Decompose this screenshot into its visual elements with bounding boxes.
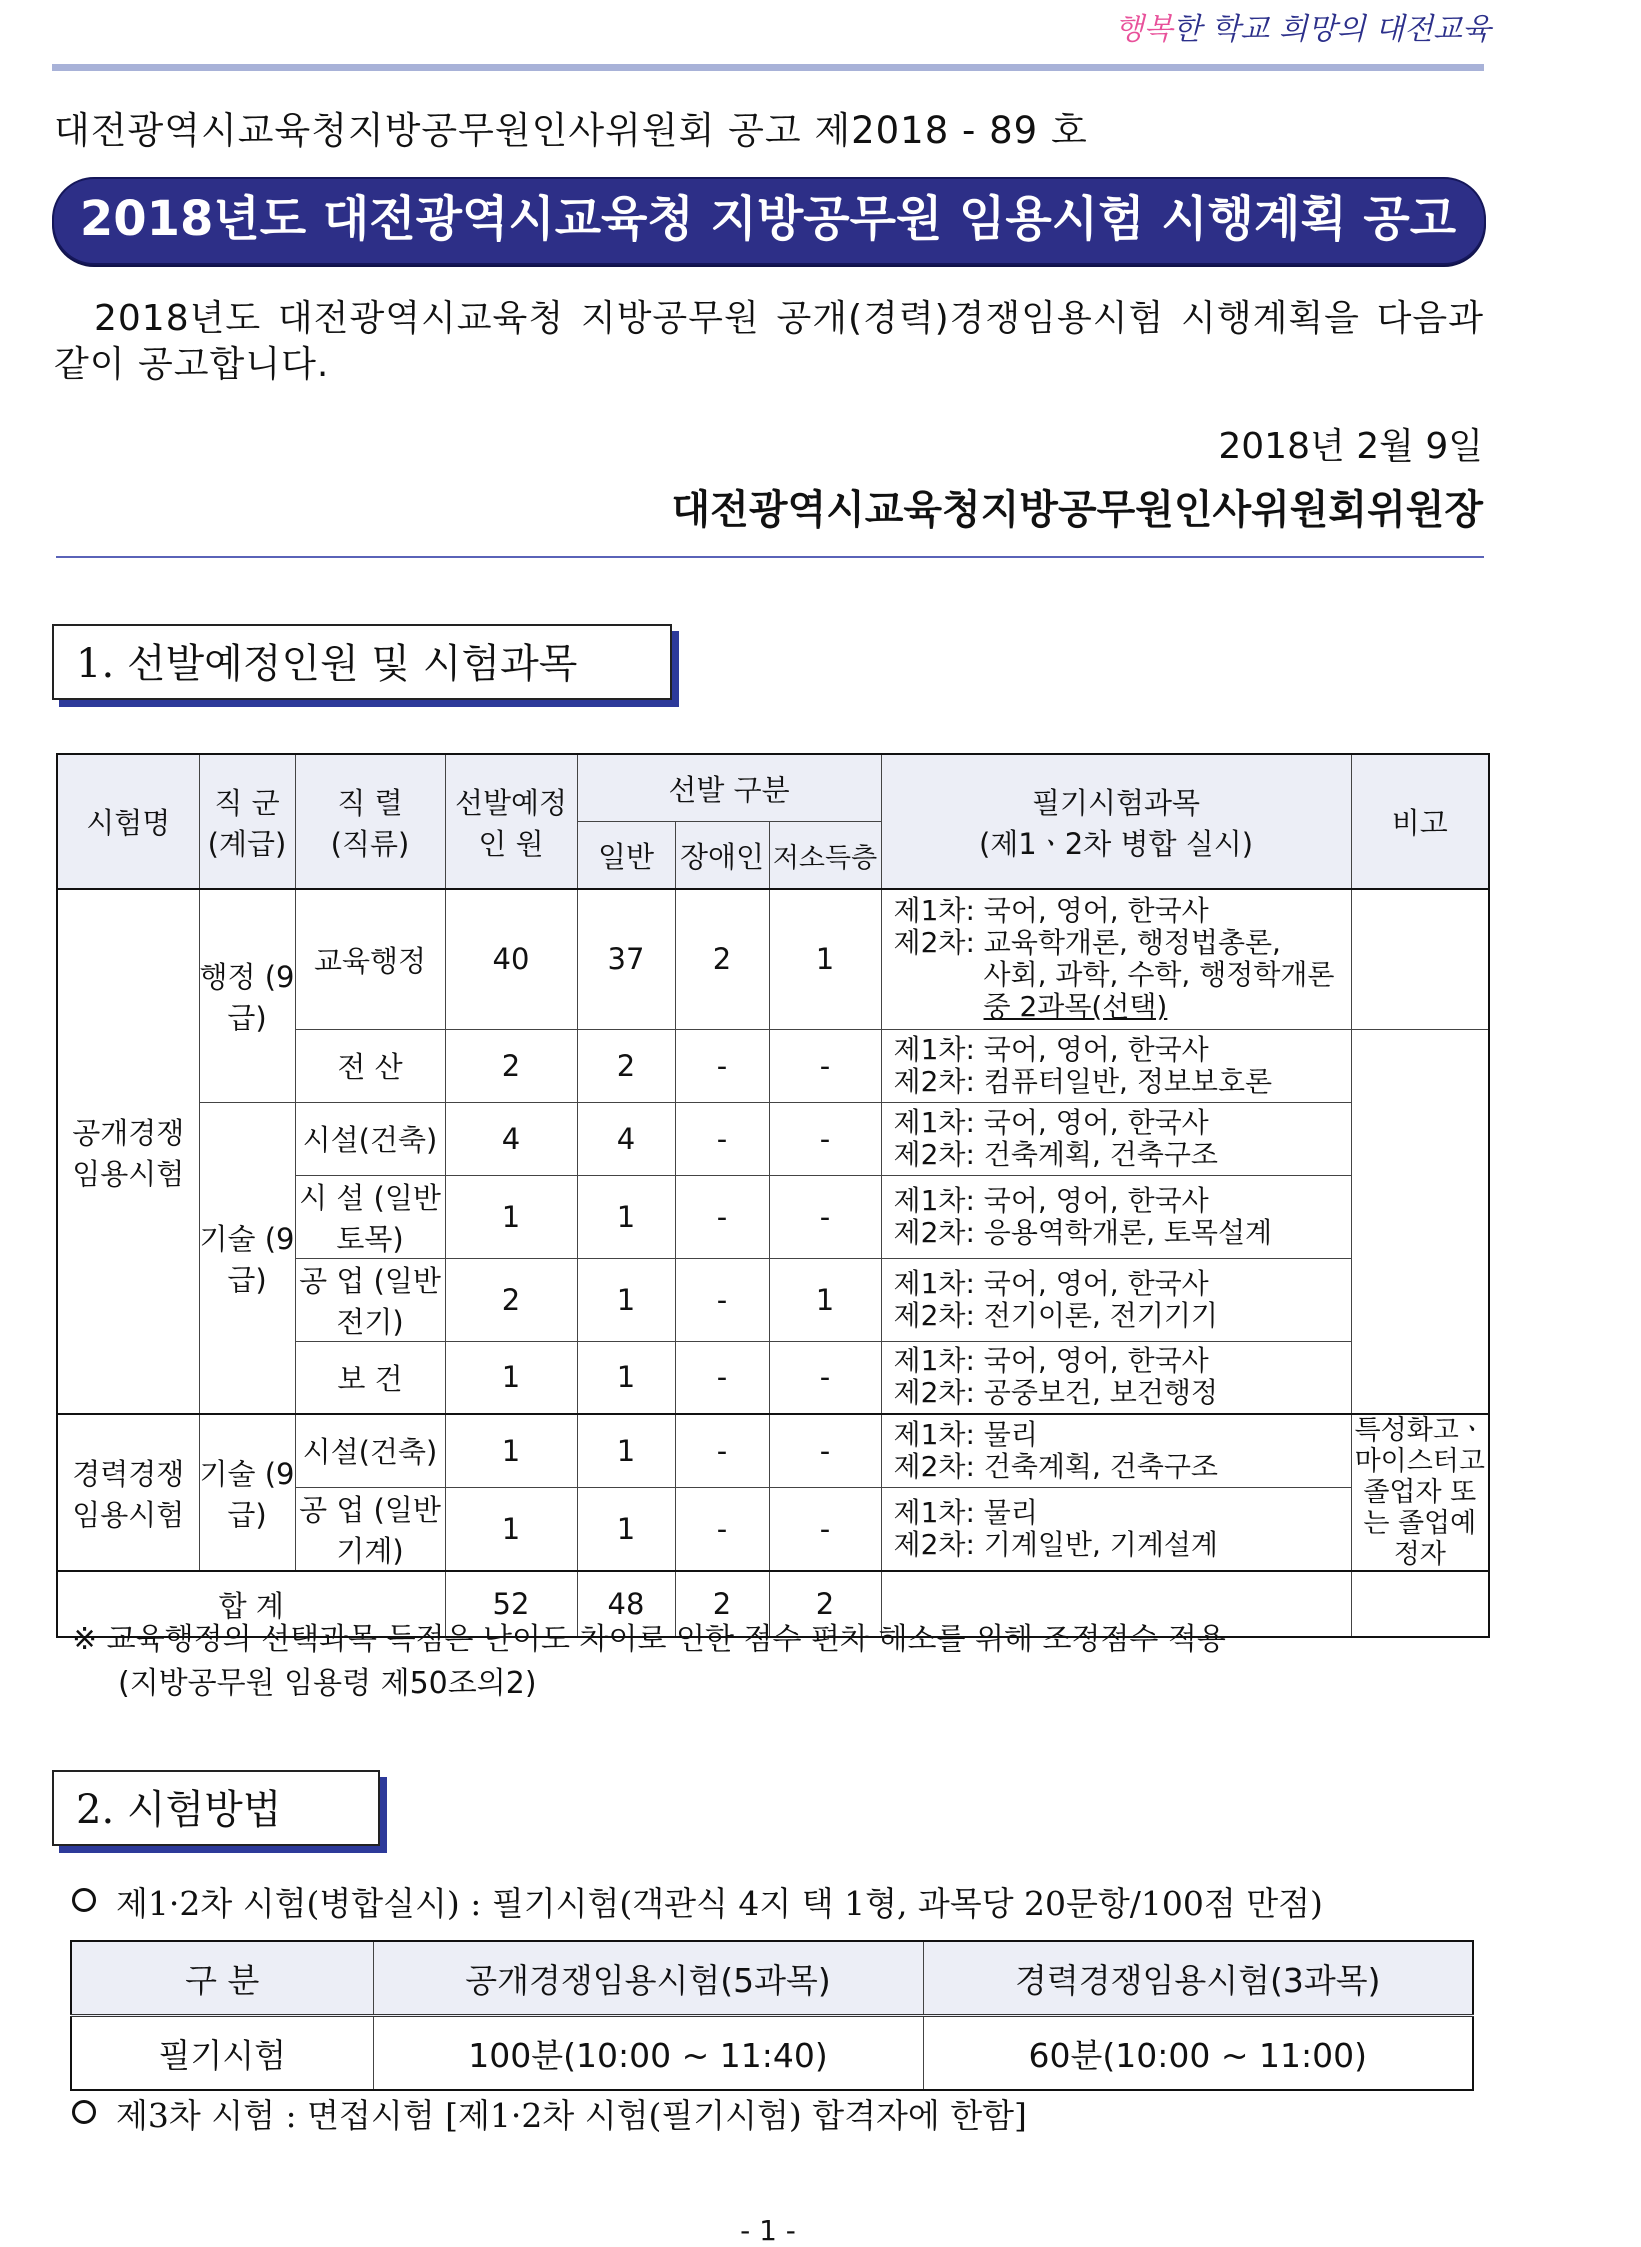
section-1-heading: 1. 선발예정인원 및 시험과목	[52, 624, 672, 700]
page-number: - 1 -	[740, 2214, 796, 2247]
table-row: 시 설 (일반토목) 1 1 - - 제1차: 국어, 영어, 한국사 제2차: 응용역학개론, 토목설계	[57, 1175, 1489, 1258]
exam-time-table: 구 분 공개경쟁임용시험(5과목) 경력경쟁임용시험(3과목) 필기시험 100분(10:00 ~ 11:40) 60분(10:00 ~ 11:00)	[70, 1940, 1474, 2091]
slogan: 행복한 학교 희망의 대전교육	[1114, 12, 1491, 47]
notice-date: 2018년 2월 9일	[1218, 426, 1483, 467]
table-row: 전 산 2 2 - - 제1차: 국어, 영어, 한국사 제2차: 컴퓨터일반, 정보보호론	[57, 1029, 1489, 1102]
header-exam: 시험명	[57, 754, 199, 889]
intro-paragraph: 2018년도 대전광역시교육청 지방공무원 공개(경력)경쟁임용시험 시행계획을 다음과 같이 공고합니다.	[54, 298, 1484, 385]
career-note: 특성화고ㆍ 마이스터고 졸업자 또는 졸업예정자	[1351, 1414, 1489, 1571]
circle-bullet-icon	[72, 1888, 96, 1912]
issuer: 대전광역시교육청지방공무원인사위원회위원장	[671, 487, 1483, 533]
quota-table	[56, 753, 1490, 1638]
header-category: 선발 구분	[577, 754, 881, 822]
circle-bullet-icon	[72, 2100, 96, 2124]
table-row: 필기시험 100분(10:00 ~ 11:40) 60분(10:00 ~ 11:00)	[71, 2016, 1473, 2091]
header-subjects: 필기시험과목 (제1ㆍ2차 병합 실시)	[881, 754, 1351, 889]
header-lowincome: 저소득층	[769, 822, 881, 890]
header-disabled: 장애인	[675, 822, 769, 890]
bullet-interview: 제3차 시험 : 면접시험 [제1·2차 시험(필기시험) 합격자에 한함]	[72, 2090, 1027, 2137]
career-group-cell: 기술 (9급)	[199, 1414, 295, 1571]
career-exam-cell: 경력경쟁 임용시험	[57, 1414, 199, 1571]
table-row: 기술 (9급) 시설(건축) 4 4 - - 제1차: 국어, 영어, 한국사 제2차: 건축계획, 건축구조	[57, 1102, 1489, 1175]
admin-group-cell: 행정 (9급)	[199, 889, 295, 1102]
footnote: ※ 교육행정의 선택과목 득점은 난이도 차이로 인한 점수 편차 해소를 위해 조정점수 적용 (지방공무원 임용령 제50조의2)	[72, 1622, 1226, 1701]
top-rule	[52, 64, 1484, 71]
table-row: 보 건 1 1 - - 제1차: 국어, 영어, 한국사 제2차: 공중보건, 보건행정	[57, 1341, 1489, 1414]
header-remarks: 비고	[1351, 754, 1489, 889]
divider	[56, 556, 1484, 558]
bullet-written-exam: 제1·2차 시험(병합실시) : 필기시험(객관식 4지 택 1형, 과목당 20문항/100점 만점)	[72, 1878, 1323, 1925]
table-row: 공 업 (일반기계) 1 1 - - 제1차: 물리 제2차: 기계일반, 기계설계	[57, 1487, 1489, 1571]
header-series: 직 렬 (직류)	[295, 754, 445, 889]
table-row: 공개경쟁 임용시험 행정 (9급) 교육행정 40 37 2 1 제1차: 국어, 영어, 한국사 제2차: 교육학개론, 행정법총론, 사회, 과학, 수학, 행정학개론 중 2과목(선택)	[57, 889, 1489, 1029]
tech-group-cell: 기술 (9급)	[199, 1102, 295, 1414]
page-title: 2018년도 대전광역시교육청 지방공무원 임용시험 시행계획 공고	[79, 191, 1457, 247]
notice-number: 대전광역시교육청지방공무원인사위원회 공고 제2018 - 89 호	[54, 109, 1088, 152]
table-row: 공 업 (일반전기) 2 1 - 1 제1차: 국어, 영어, 한국사 제2차: 전기이론, 전기기기	[57, 1258, 1489, 1341]
header-group: 직 군 (계급)	[199, 754, 295, 889]
table-row: 경력경쟁 임용시험 기술 (9급) 시설(건축) 1 1 - - 제1차: 물리 제2차: 건축계획, 건축구조 특성화고ㆍ 마이스터고 졸업자 또는 졸업예정자	[57, 1414, 1489, 1487]
open-exam-cell: 공개경쟁 임용시험	[57, 889, 199, 1414]
total-row: 합 계 52 48 2 2	[57, 1571, 1489, 1637]
header-general: 일반	[577, 822, 675, 890]
header-quota: 선발예정 인 원	[445, 754, 577, 889]
section-2-heading: 2. 시험방법	[52, 1770, 380, 1846]
